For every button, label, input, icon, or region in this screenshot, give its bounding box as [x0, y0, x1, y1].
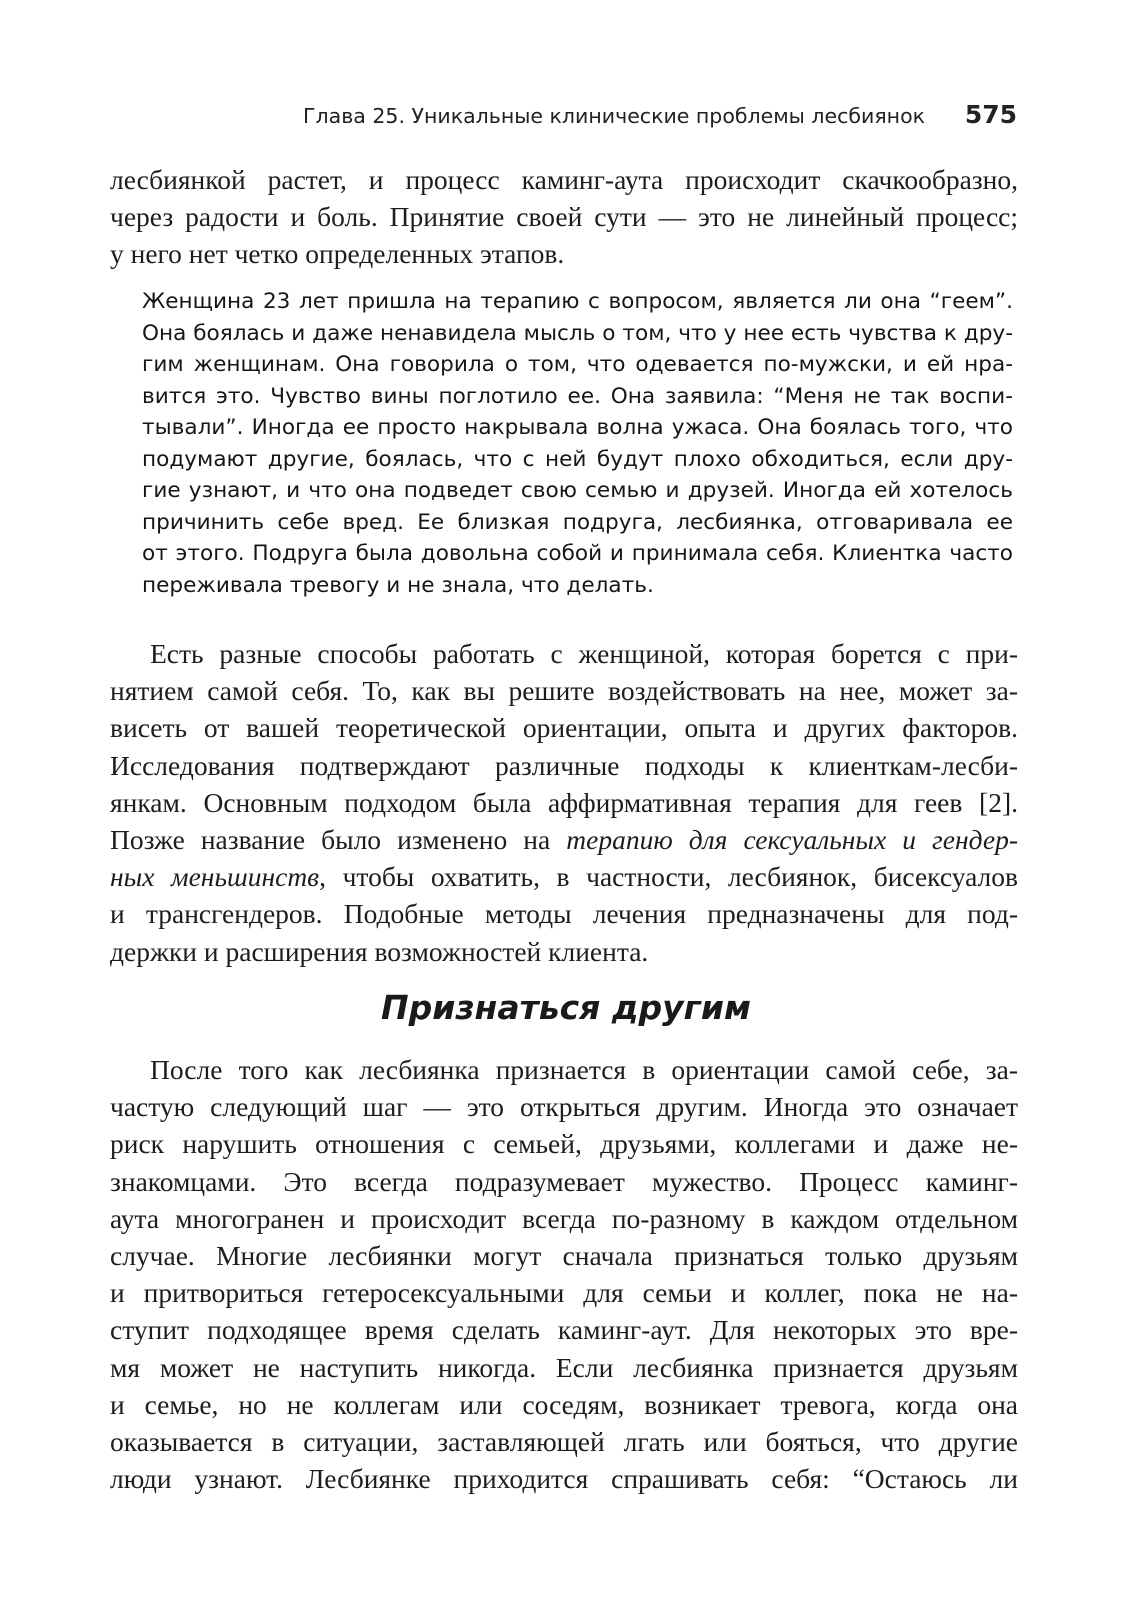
case-line: гие узнают, и что она подведет свою семью и друзей. Иногда ей хотелось	[142, 478, 1013, 503]
case-line: тывали”. Иногда ее просто накрывала волна ужаса. Она боялась того, что	[142, 415, 1013, 440]
coming-out-paragraph	[110, 1051, 1018, 1497]
text-line: у него нет четко определенных этапов.	[110, 238, 565, 270]
case-line: подумают другие, боялась, что с ней будут плохо обходиться, если дру-	[142, 446, 1013, 472]
case-line: причинить себе вред. Ее близкая подруга, лесбиянка, отговаривала ее	[142, 509, 1013, 535]
chapter-title: Глава 25. Уникальные клинические проблемы лесбиянок	[303, 104, 925, 128]
text-line: частую следующий шаг — это открыться другим. Иногда это означает	[110, 1091, 1018, 1123]
text-line: и трансгендеров. Подобные методы лечения предназначены для под-	[110, 898, 1018, 930]
text-line: нятием самой себя. То, как вы решите воздействовать на нее, может за-	[110, 675, 1018, 707]
text-line: и семье, но не коллегам или соседям, возникает тревога, когда она	[110, 1388, 1018, 1420]
intro-paragraph	[110, 161, 1018, 273]
page-number: 575	[964, 100, 1017, 129]
text-line: случае. Многие лесбиянки могут сначала признаться только друзьям	[110, 1240, 1018, 1272]
text-line: люди узнают. Лесбиянке приходится спрашивать себя: “Остаюсь ли	[110, 1463, 1018, 1495]
case-line: Женщина 23 лет пришла на терапию с вопросом, является ли она “геем”.	[142, 289, 1013, 314]
text-line	[110, 821, 1018, 858]
case-example	[142, 286, 1013, 601]
text-line: риск нарушить отношения с семьей, друзьями, коллегами и даже не-	[110, 1128, 1018, 1160]
running-header	[110, 100, 1017, 134]
text-line: держки и расширения возможностей клиента.	[110, 935, 649, 967]
section-heading: Признаться другим	[381, 988, 751, 1027]
text-line	[110, 858, 1018, 895]
text-line: Есть разные способы работать с женщиной, которая борется с при-	[150, 638, 1018, 669]
italic-term: ных меньшинств	[110, 861, 320, 893]
text-line: висеть от вашей теоретической ориентации, опыта и других факторов.	[110, 712, 1018, 744]
case-line: гим женщинам. Она говорила о том, что одевается по-мужски, и ей нра-	[142, 352, 1013, 377]
text-span: , чтобы охватить, в частности, лесбиянок, бисексуалов	[319, 861, 1018, 893]
text-line: аута многогранен и происходит всегда по-разному в каждом отдельном	[110, 1202, 1018, 1234]
text-line: янкам. Основным подходом была аффирмативная терапия для геев [2].	[110, 786, 1018, 818]
case-line: переживала тревогу и не знала, что делать.	[142, 572, 654, 598]
italic-term: терапию для сексуальных и гендер-	[566, 824, 1018, 856]
case-line: вится это. Чувство вины поглотило ее. Она заявила: “Меня не так воспи-	[142, 383, 1013, 409]
text-line: мя может не наступить никогда. Если лесбиянка признается друзьям	[110, 1351, 1018, 1383]
text-span: Позже название было изменено на	[110, 824, 567, 856]
text-line: и притвориться гетеросексуальными для семьи и коллег, пока не на-	[110, 1277, 1018, 1309]
case-line: Она боялась и даже ненавидела мысль о том, что у нее есть чувства к дру-	[142, 320, 1013, 346]
case-line: от этого. Подруга была довольна собой и принимала себя. Клиентка часто	[142, 541, 1013, 566]
approaches-paragraph	[110, 635, 1018, 970]
text-line: ступит подходящее время сделать каминг-аут. Для некоторых это вре-	[110, 1314, 1018, 1346]
text-line: лесбиянкой растет, и процесс каминг-аута происходит скачкообразно,	[110, 164, 1018, 195]
text-line: оказывается в ситуации, заставляющей лгать или бояться, что другие	[110, 1426, 1018, 1458]
text-line: через радости и боль. Принятие своей сути — это не линейный процесс;	[110, 201, 1018, 233]
text-line: После того как лесбиянка признается в ориентации самой себе, за-	[150, 1054, 1018, 1085]
text-line: Исследования подтверждают различные подходы к клиенткам-лесби-	[110, 749, 1018, 781]
text-line: знакомцами. Это всегда подразумевает мужество. Процесс каминг-	[110, 1165, 1018, 1197]
